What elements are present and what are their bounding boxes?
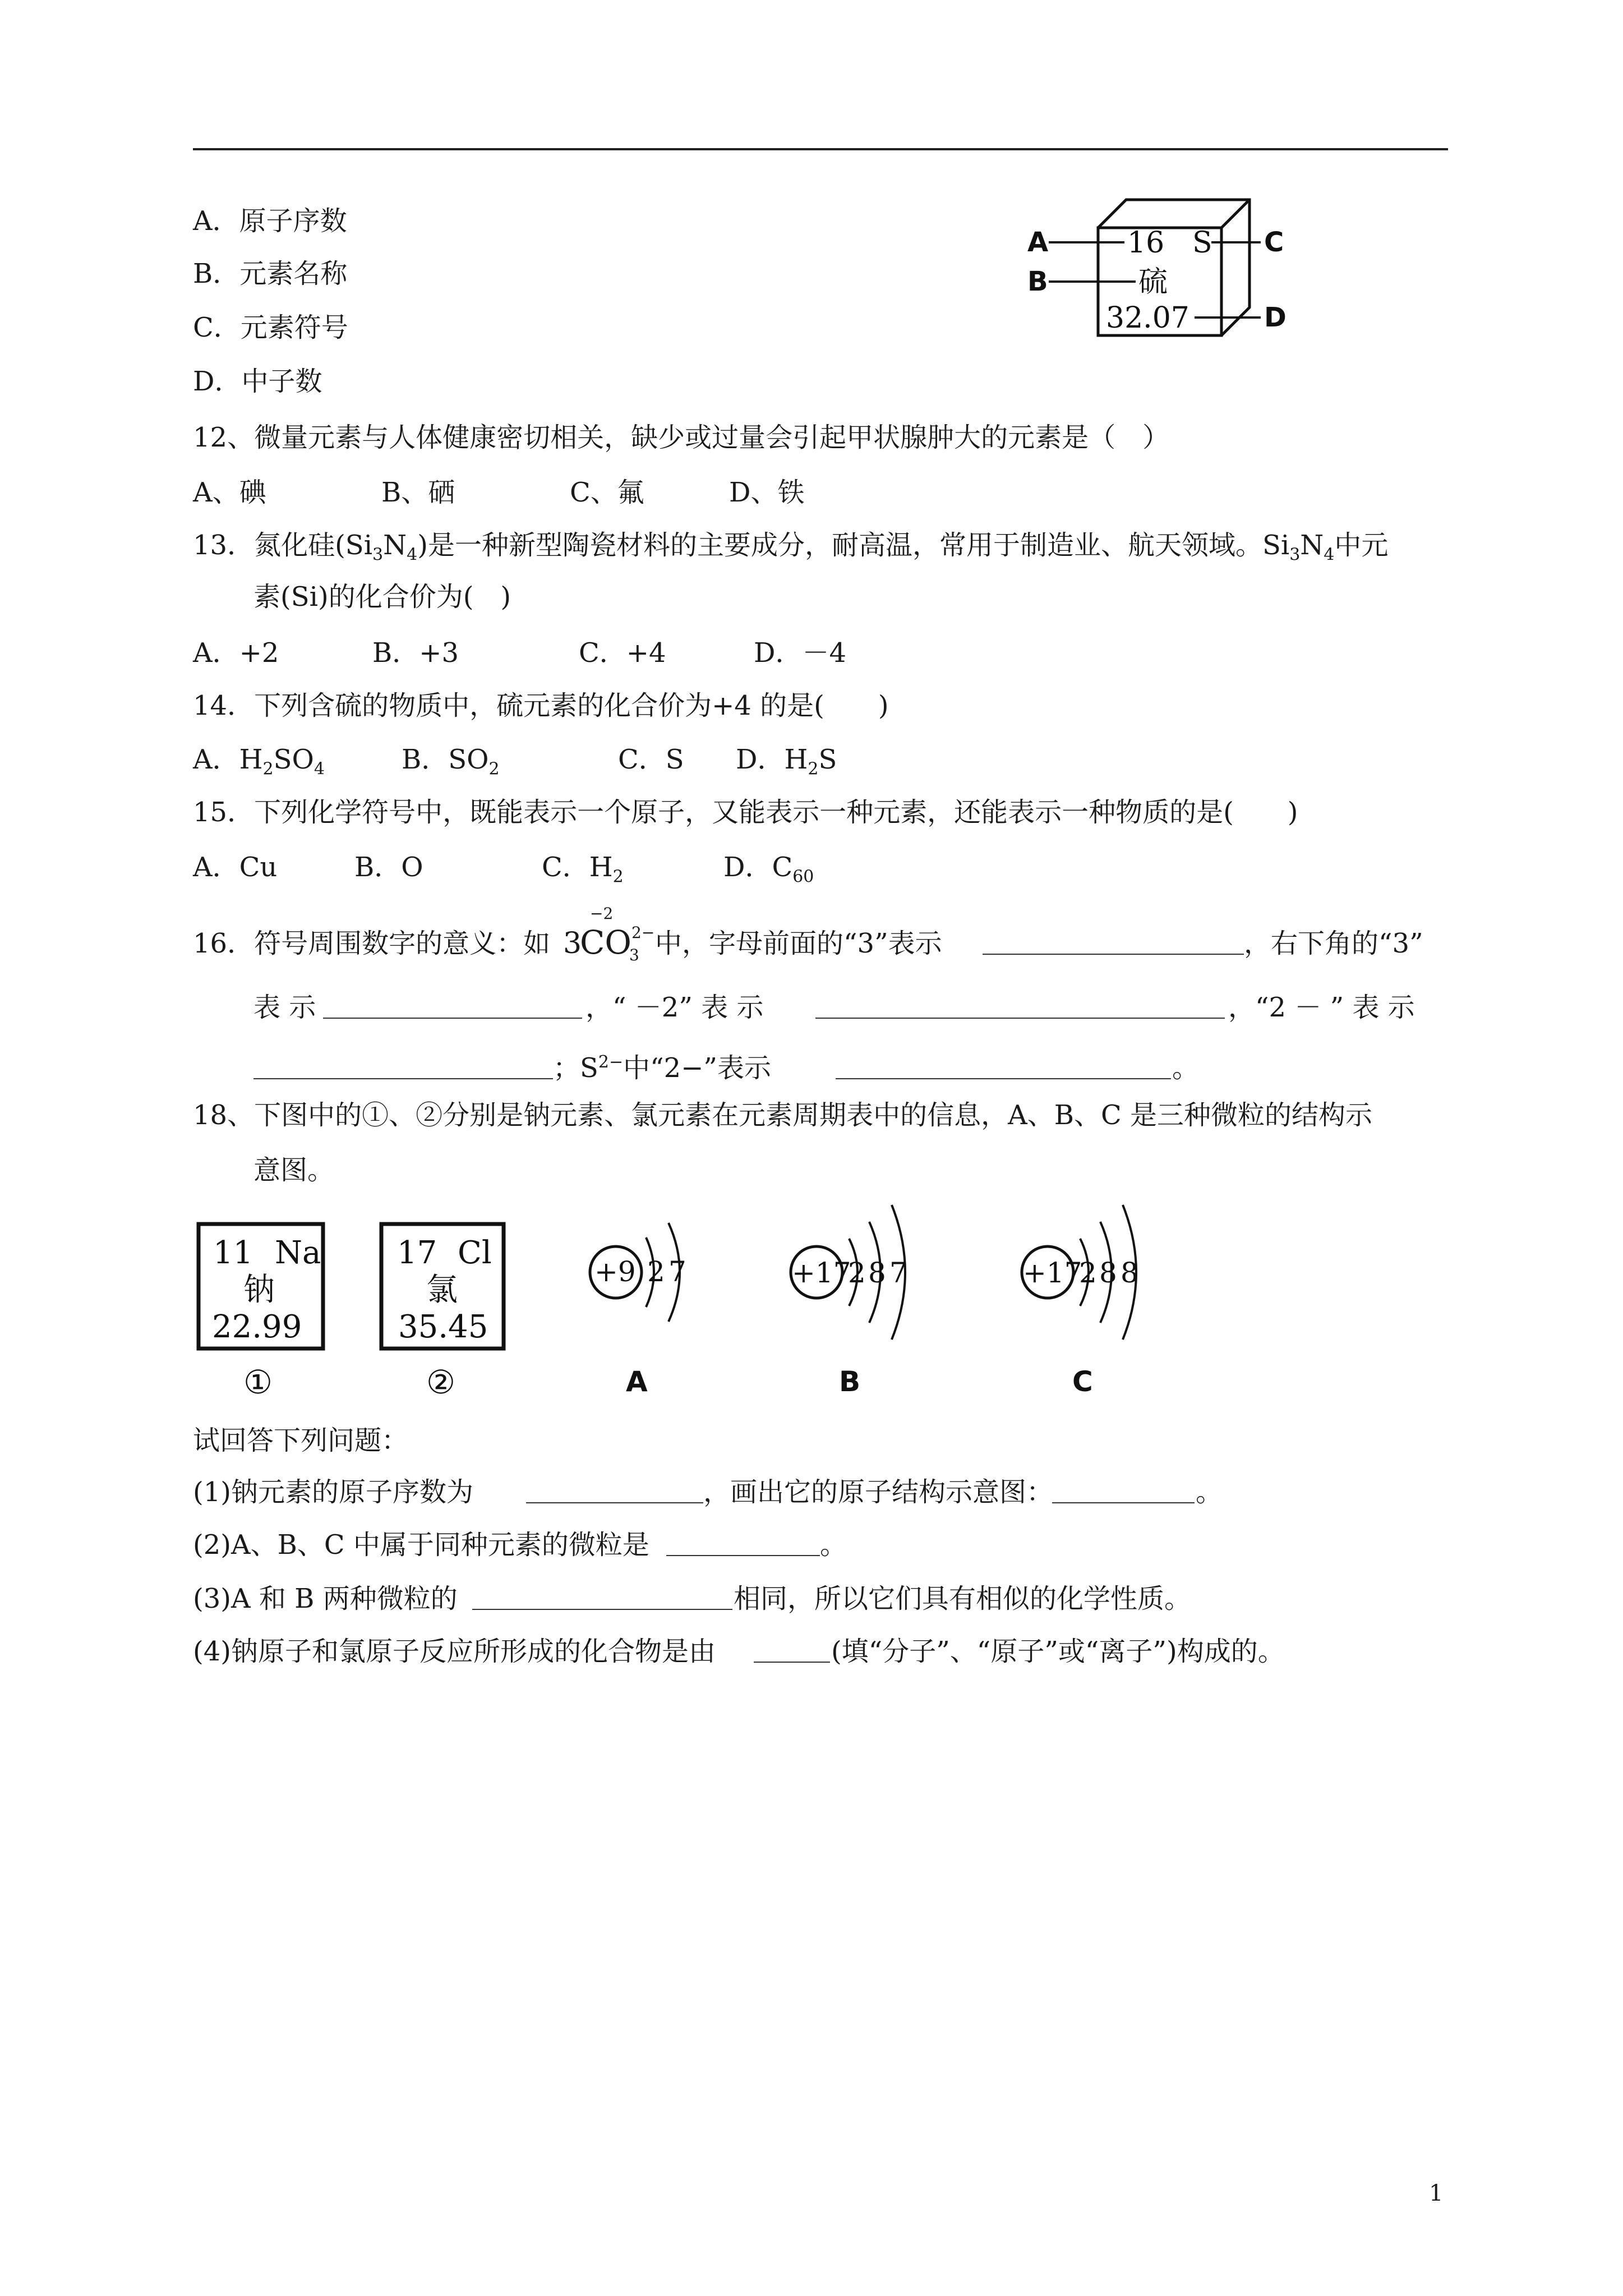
particle-a-shell-2: 7 [668,1255,686,1288]
chlorine-atomic-mass: 35.45 [398,1309,488,1345]
cube-label-a: A [1027,227,1049,258]
q13-option-d: D．－4 [754,637,847,669]
chlorine-caption: ② [426,1363,455,1401]
q18-sub3-prefix: (3)A 和 B 两种微粒的 [193,1583,458,1614]
particle-c-caption: C [1072,1365,1093,1398]
particle-a-nucleus: +9 [594,1255,636,1288]
page-number: 1 [1429,2180,1444,2206]
sodium-caption: ① [243,1363,273,1401]
q16-line1-middle: 中，字母前面的“3”表示 [655,928,942,959]
q11-option-c: C．元素符号 [193,312,348,343]
q18-stem-line2: 意图。 [253,1154,335,1186]
particle-b-shell-3: 7 [889,1257,907,1289]
cube-element-name: 硫 [1138,265,1168,299]
q12-stem: 12、微量元素与人体健康密切相关，缺少或过量会引起甲状腺肿大的元素是（ ） [193,422,1170,453]
particle-b-structure-diagram [785,1189,953,1402]
particle-c-shell-2: 8 [1099,1257,1117,1289]
q13-line2: 素(Si)的化合价为( ) [253,581,511,613]
q18-sub1-end: 。 [1196,1476,1223,1508]
sodium-name: 钠 [243,1272,275,1308]
particle-c-shell-3: 8 [1121,1257,1138,1289]
q18-sub1-middle: ，画出它的原子结构示意图： [703,1476,1054,1508]
particle-b-caption: B [839,1365,861,1398]
particle-c-nucleus: +17 [1023,1257,1082,1289]
q14-stem: 14．下列含硫的物质中，硫元素的化合价为+4 的是( ) [193,690,889,721]
q15-option-a: A．Cu [193,852,278,883]
q16-line2-label-a: 表 示 [253,992,316,1023]
q15-option-c: C．$H_2$ [542,852,624,887]
q16-answer-blank-5[interactable] [836,1056,1171,1079]
cube-label-c: C [1264,227,1284,258]
q16-line3-end: 。 [1172,1052,1200,1084]
q15-option-d: D．$C_{60}$ [723,852,814,887]
q16-line3-sulfide: ；$S^{2-}$中“2−”表示 [553,1052,771,1084]
sodium-periodic-tile [196,1222,331,1401]
q18-stem-line1: 18、下图中的①、②分别是钠元素、氯元素在元素周期表中的信息，A、B、C 是三种微粒的结构示 [193,1099,1373,1131]
cube-label-b: B [1027,266,1048,297]
q18-sub3-blank[interactable] [472,1586,732,1610]
cube-atomic-number: 16 [1127,226,1165,260]
cube-label-d: D [1264,302,1287,333]
q18-sub1-prefix: (1)钠元素的原子序数为 [193,1476,473,1508]
q14-option-d: D．$H_2S$ [736,744,837,779]
q16-line2-label-b: ，“ －2” 表 示 [585,992,764,1023]
q13-line1: 13．氮化硅$(Si_3N_4)$是一种新型陶瓷材料的主要成分，耐高温，常用于制造业、航天领域。$Si_3N_4$中元 [193,530,1389,565]
q13-option-a: A．+2 [193,637,279,669]
cube-symbol: S [1192,226,1212,260]
particle-c-shell-1: 2 [1079,1257,1097,1289]
q12-option-b: B、硒 [381,477,455,508]
q15-stem: 15．下列化学符号中，既能表示一个原子，又能表示一种元素，还能表示一种物质的是( ) [193,797,1298,828]
q15-option-b: B．O [354,852,423,883]
chlorine-periodic-tile [379,1222,514,1401]
q16-answer-blank-1[interactable] [983,931,1244,955]
q16-answer-blank-2[interactable] [323,995,582,1019]
q14-option-c: C．S [618,744,684,775]
q13-option-c: C．+4 [579,637,666,669]
q14-option-b: B．$SO_2$ [402,744,500,779]
q18-sub3-end: 相同，所以它们具有相似的化学性质。 [734,1583,1192,1614]
q18-sub4-blank[interactable] [754,1639,830,1663]
q16-line1-prefix: 16．符号周围数字的意义：如 [193,928,551,959]
particle-c-structure-diagram [1016,1189,1184,1402]
particle-a-shell-1: 2 [647,1255,665,1288]
q12-option-d: D、铁 [729,477,805,508]
chlorine-symbol: Cl [458,1235,492,1271]
q18-sub2-blank[interactable] [666,1533,820,1556]
q16-answer-blank-3[interactable] [815,995,1225,1019]
chlorine-name: 氯 [426,1272,458,1308]
header-rule [193,148,1448,150]
q16-line1-end: ，右下角的“3” [1244,928,1423,959]
particle-b-shell-1: 2 [848,1257,866,1289]
q11-option-a: A．原子序数 [193,205,347,237]
particle-a-structure-diagram [583,1212,729,1402]
q11-option-d: D．中子数 [193,366,322,397]
particle-b-nucleus: +17 [792,1257,851,1289]
q18-sub4-prefix: (4)钠原子和氯原子反应所形成的化合物是由 [193,1636,716,1667]
q11-option-b: B．元素名称 [193,258,348,289]
sodium-atomic-number: 11 [213,1235,253,1271]
cube-atomic-mass: 32.07 [1106,301,1189,335]
sodium-symbol: Na [275,1235,321,1271]
q18-sub4-end: (填“分子”、“原子”或“离子”)构成的。 [831,1636,1285,1667]
q12-option-a: A、碘 [193,477,266,508]
q18-prompt: 试回答下列问题： [193,1425,409,1456]
sulfur-element-cube-diagram [1026,185,1307,348]
q18-sub2-end: 。 [820,1529,847,1561]
q16-answer-blank-4[interactable] [253,1056,553,1079]
particle-a-caption: A [626,1365,648,1398]
q16-line2-label-c: ，“2 － ” 表 示 [1228,992,1415,1023]
q18-sub1-blank-1[interactable] [526,1480,703,1503]
q14-option-a: A．$H_2SO_4$ [193,744,325,779]
q18-sub1-blank-2[interactable] [1052,1480,1195,1503]
q13-option-b: B．+3 [372,637,459,669]
q18-sub2-prefix: (2)A、B、C 中属于同种元素的微粒是 [193,1529,649,1561]
carbonate-formula: 3 CO −2 3 2− [563,904,655,964]
chlorine-atomic-number: 17 [397,1235,437,1271]
q12-option-c: C、氟 [570,477,644,508]
sodium-atomic-mass: 22.99 [212,1309,302,1345]
particle-b-shell-2: 8 [868,1257,886,1289]
